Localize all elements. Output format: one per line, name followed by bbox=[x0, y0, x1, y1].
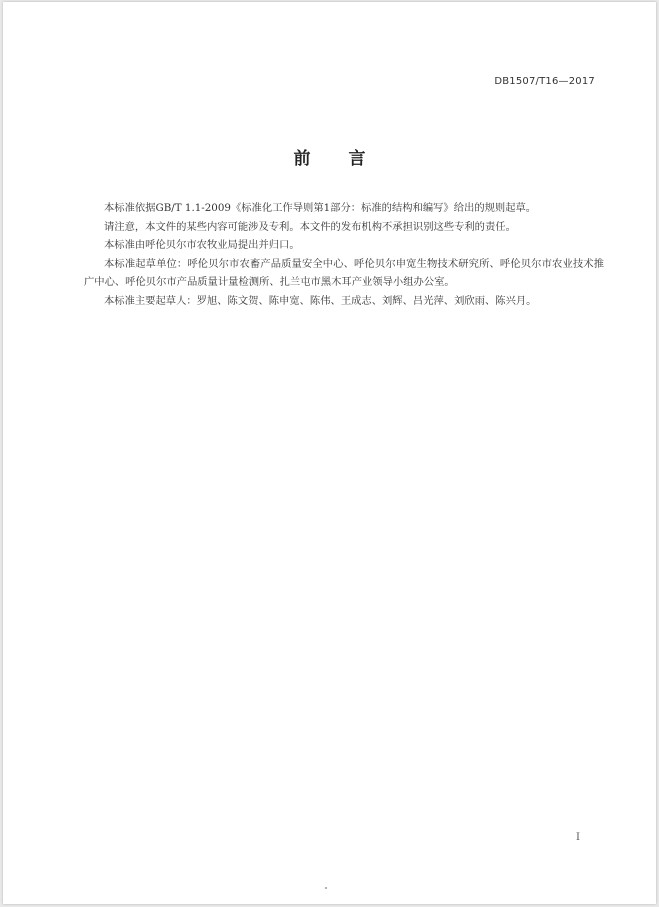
paragraph-patent-notice: 请注意，本文件的某些内容可能涉及专利。本文件的发布机构不承担识别这些专利的责任。 bbox=[104, 220, 516, 233]
standard-code: DB1507/T16—2017 bbox=[494, 76, 595, 87]
scan-speck bbox=[325, 887, 327, 889]
page-number: I bbox=[576, 832, 580, 843]
paragraph-drafters: 本标准主要起草人：罗旭、陈文贺、陈申宽、陈伟、王成志、刘辉、吕光萍、刘欣雨、陈兴月。 bbox=[104, 294, 537, 307]
document-page bbox=[3, 2, 656, 904]
foreword-body bbox=[84, 199, 604, 311]
page-title: 前言 bbox=[293, 149, 404, 169]
paragraph-proposer: 本标准由呼伦贝尔市农牧业局提出并归口。 bbox=[104, 239, 300, 252]
paragraph-drafting-units: 本标准起草单位：呼伦贝尔市农畜产品质量安全中心、呼伦贝尔申宽生物技术研究所、呼伦贝尔市农业技术推广中心、呼伦贝尔市产品质量计量检测所、扎兰屯市黑木耳产业领导小组办公室。 bbox=[84, 257, 604, 289]
paragraph-drafting-basis: 本标准依据GB/T 1.1-2009《标准化工作导则第1部分：标准的结构和编写》给出的规则起草。 bbox=[104, 202, 537, 214]
